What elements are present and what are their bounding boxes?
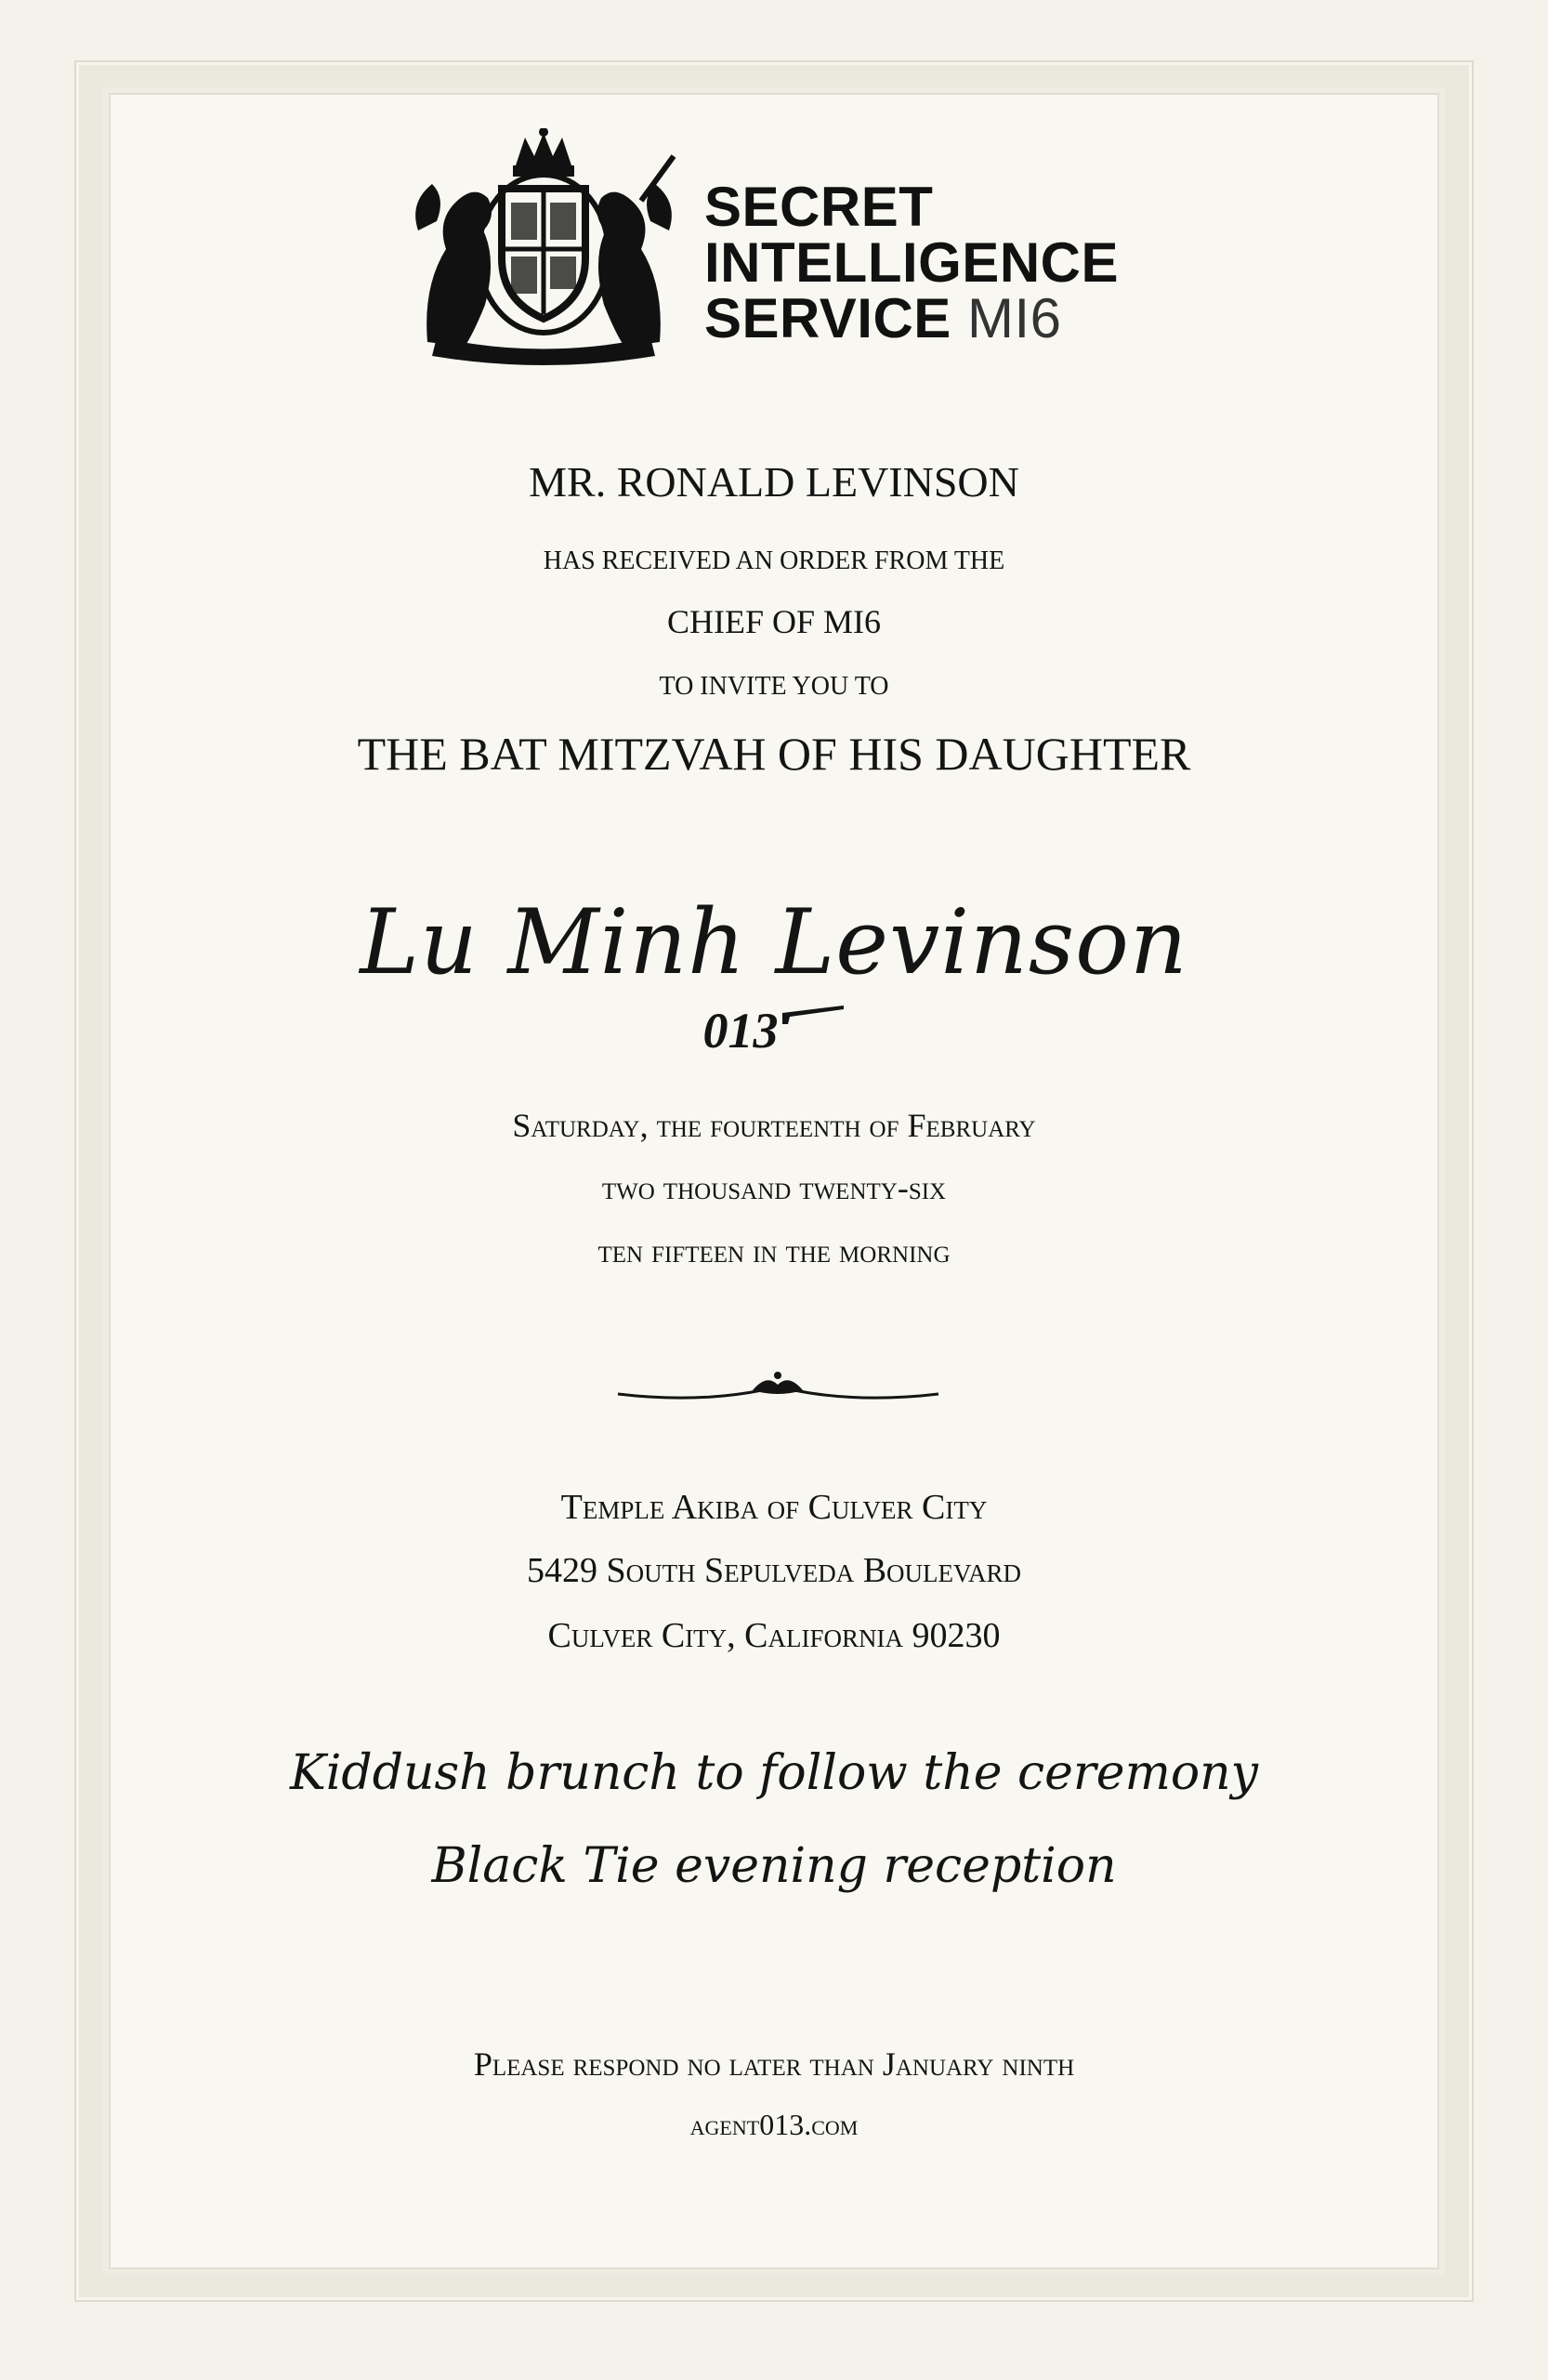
rsvp-line: Please respond no later than January ninth [473, 2045, 1075, 2083]
venue-street: 5429 South Sepulveda Boulevard [526, 1551, 1022, 1590]
agency-logo [409, 128, 1152, 370]
website-link[interactable]: agent013.com [689, 2108, 859, 2141]
honoree-name: Lu Minh Levinson [360, 890, 1188, 994]
coat-of-arms-icon [409, 128, 678, 365]
invite-line: TO INVITE YOU TO [659, 672, 889, 701]
chief-line: CHIEF OF MI6 [666, 603, 882, 640]
reception-note-1: Kiddush brunch to follow the ceremony [289, 1745, 1259, 1801]
date-line-3: ten fifteen in the morning [597, 1232, 951, 1269]
agent-number-text: 013 [702, 1003, 779, 1059]
agency-line-1: SECRET [704, 176, 934, 238]
agency-suffix: MI6 [967, 287, 1062, 349]
venue-city: Culver City, California 90230 [547, 1616, 1001, 1655]
agency-line-2: INTELLIGENCE [704, 231, 1120, 294]
gun-barrel-icon [781, 1002, 846, 1030]
reception-note-2: Black Tie evening reception [431, 1838, 1117, 1894]
agency-line-3: SERVICE [704, 287, 951, 349]
agency-name [704, 176, 1120, 349]
flourish-divider-icon [613, 1366, 943, 1413]
event-title: THE BAT MITZVAH OF HIS DAUGHTER [357, 728, 1191, 780]
venue-name: Temple Akiba of Culver City [560, 1488, 988, 1527]
date-line-2: two thousand twenty-six [601, 1169, 947, 1206]
date-line-1: Saturday, the fourteenth of February [512, 1107, 1036, 1144]
received-line: HAS RECEIVED AN ORDER FROM THE [543, 546, 1005, 575]
agent-number [0, 1002, 1548, 1059]
host-name: MR. RONALD LEVINSON [529, 458, 1019, 506]
